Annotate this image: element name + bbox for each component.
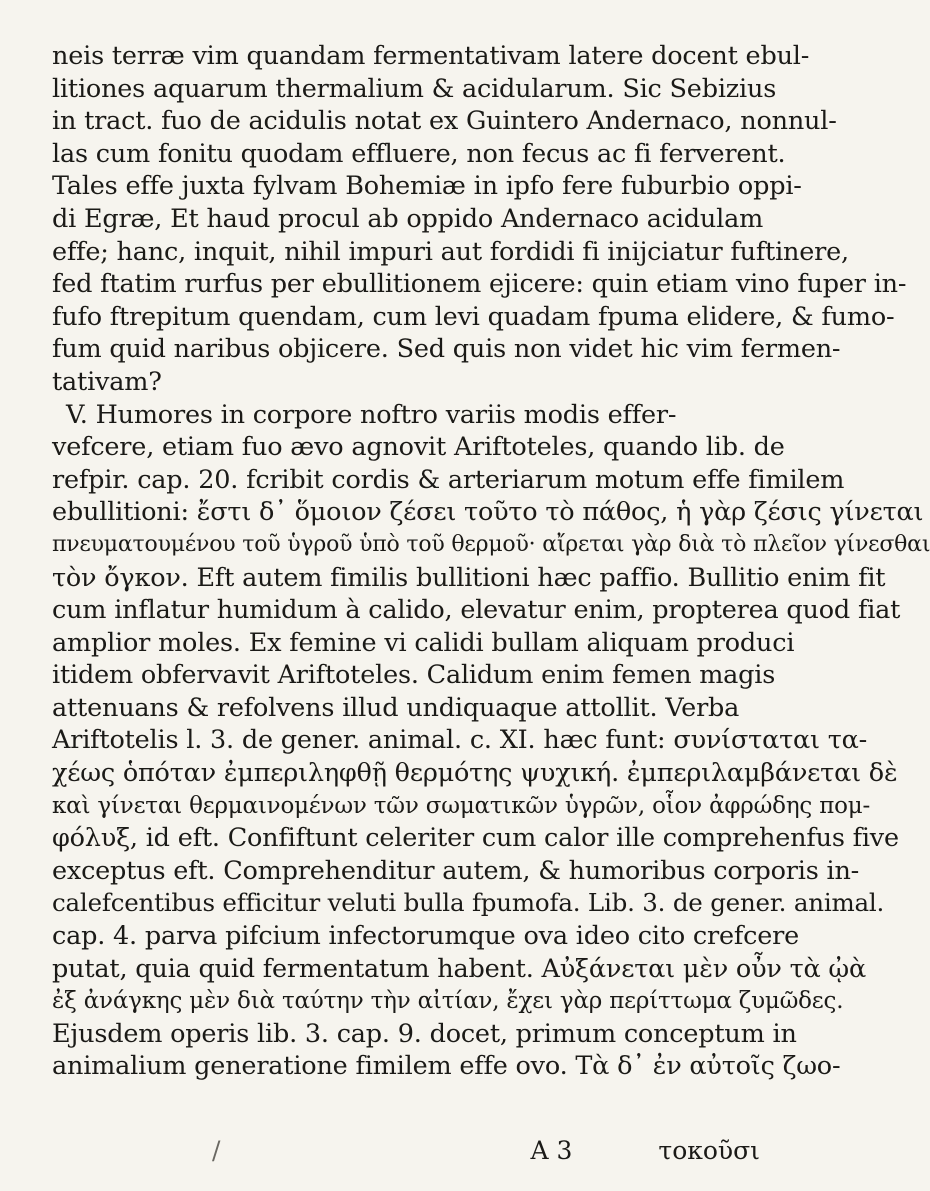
text-line: exceptus eft. Comprehenditur autem, & humoribus corporis in- [52, 855, 860, 886]
greek-text-line: ἐξ ἀνάγκης μὲν διὰ ταύτην τὴν αἰτίαν, ἔχει γὰρ περίττωμα ζυμῶδες. [52, 988, 844, 1015]
text-line: τὸν ὄγκον. Eft autem fimilis bullitioni hæc paffio. Bullitio enim fit [52, 562, 886, 593]
text-line: vefcere, etiam fuo ævo agnovit Ariftoteles, quando lib. de [52, 432, 785, 463]
section-heading-line: V. Humores in corpore noftro variis modis effer- [66, 399, 677, 430]
text-line: in tract. fuo de acidulis notat ex Guintero Andernaco, nonnul- [52, 106, 837, 137]
text-line: φόλυξ, id eft. Confiftunt celeriter cum calor ille comprehenfus five [52, 823, 899, 854]
text-line: cum inflatur humidum à calido, elevatur enim, propterea quod fiat [52, 595, 901, 626]
catchword: τοκοῦσι [658, 1136, 760, 1165]
text-line: Tales effe juxta fylvam Bohemiæ in ipfo fere fuburbio oppi- [52, 171, 802, 202]
text-line: putat, quia quid fermentatum habent. Αὐξάνεται μὲν οὖν τὰ ᾠὰ [52, 953, 867, 984]
page-footer [52, 1136, 760, 1165]
text-line: Ejusdem operis lib. 3. cap. 9. docet, primum conceptum in [52, 1018, 797, 1049]
greek-text-line: πνευματουμένου τοῦ ὑγροῦ ὑπὸ τοῦ θερμοῦ· αἴρεται γὰρ διὰ τὸ πλεῖον γίνεσθαι [52, 531, 930, 557]
body-text [52, 40, 930, 1083]
text-line: amplior moles. Ex femine vi calidi bullam aliquam produci [52, 627, 795, 658]
footer-mark: / [212, 1136, 221, 1165]
text-line: effe; hanc, inquit, nihil impuri aut fordidi fi inijciatur fuftinere, [52, 236, 849, 267]
signature-mark: A 3 [530, 1136, 573, 1165]
text-line: ebullitioni: ἔστι δ᾽ ὅμοιον ζέσει τοῦτο τὸ πάθος, ἡ γὰρ ζέσις γίνεται [52, 497, 924, 528]
text-line: litiones aquarum thermalium & acidularum. Sic Sebizius [52, 73, 777, 104]
text-line: itidem obfervavit Ariftoteles. Calidum enim femen magis [52, 660, 776, 691]
text-line: di Egræ, Et haud procul ab oppido Andernaco acidulam [52, 203, 764, 234]
text-line: tativam? [52, 366, 162, 397]
text-line: neis terræ vim quandam fermentativam latere docent ebul- [52, 41, 810, 71]
text-line: fed ftatim rurfus per ebullitionem ejicere: quin etiam vino fuper in- [52, 269, 907, 300]
text-line: Ariftotelis l. 3. de gener. animal. c. XI. hæc funt: συνίσταται τα- [52, 725, 868, 756]
text-line: las cum fonitu quodam effluere, non fecus ac fi ferverent. [52, 138, 786, 169]
text-line: attenuans & refolvens illud undiquaque attollit. Verba [52, 692, 740, 723]
text-line: fum quid naribus objicere. Sed quis non videt hic vim fermen- [52, 334, 841, 365]
greek-text-line: καὶ γίνεται θερμαινομένων τῶν σωματικῶν ὑγρῶν, οἷον ἀφρώδης πομ- [52, 792, 871, 819]
text-line: fufo ftrepitum quendam, cum levi quadam fpuma elidere, & fumo- [52, 301, 895, 332]
greek-text-line: χέως ὁπόταν ἐμπεριληφθῇ θερμότης ψυχική. ἐμπεριλαμβάνεται δὲ [52, 758, 898, 789]
text-line: cap. 4. parva pifcium infectorumque ova ideo cito crefcere [52, 921, 799, 952]
text-line: refpir. cap. 20. fcribit cordis & arteriarum motum effe fimilem [52, 464, 845, 495]
text-line: animalium generatione fimilem effe ovo. Τὰ δ᾽ ἐν αὐτοῖς ζωο- [52, 1051, 841, 1082]
text-line: calefcentibus efficitur veluti bulla fpumofa. Lib. 3. de gener. animal. [52, 888, 885, 918]
